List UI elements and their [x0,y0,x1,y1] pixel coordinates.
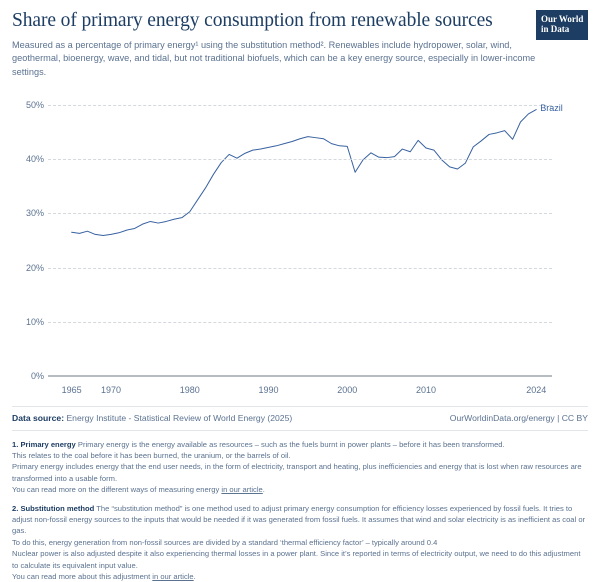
plot-area [25,95,563,395]
data-source-text: Energy Institute - Statistical Review of World Energy (2025) [66,412,293,423]
credit-text: OurWorldinData.org/energy | CC BY [449,412,588,423]
source-row [12,406,588,423]
gridline-50 [48,105,552,106]
footnote-1-link[interactable]: in our article [221,485,263,495]
gridline-20 [48,268,552,269]
gridline-0 [48,376,552,377]
footnote-1-title: 1. Primary energy [12,439,76,449]
footnote-2-title: 2. Substitution method [12,503,95,513]
footnote-1-line3: Primary energy includes energy that the end user needs, in the form of electricity, transport and heating, plus inefficiencies and energy that is lost when raw resources are transformed into a usable form. [12,462,582,483]
gridline-30 [48,213,552,214]
data-source [12,413,292,423]
y-axis-tick: 20% [25,262,44,273]
x-axis-tick: 1965 [61,384,82,395]
y-axis-tick: 40% [25,154,44,165]
y-axis-tick: 10% [25,316,44,327]
x-axis-tick: 2000 [337,384,358,395]
footnote-1 [12,439,588,496]
x-axis-tick: 1980 [179,384,200,395]
owid-logo[interactable] [536,10,588,40]
x-axis-tick: 1990 [258,384,279,395]
y-axis-tick: 50% [25,100,44,111]
x-axis-tick: 2024 [526,384,547,395]
chart-subtitle: Measured as a percentage of primary energy¹ using the substitution method². Renewables include hydropower, solar, wind, geothermal, bioenergy, wave, and tidal, but not traditional biofuels, which can be a key energy source, especially in lower-income settings. [12,40,536,77]
x-axis-tick: 2010 [415,384,437,395]
gridline-10 [48,322,552,323]
y-axis-tick: 0% [30,370,44,381]
x-axis-tick: 1970 [100,384,122,395]
data-source-label: Data source: [12,412,65,423]
gridline-40 [48,159,552,160]
footnote-2-line4-pre: You can read more about this adjustment [12,571,153,581]
page-title: Share of primary energy consumption from renewable sources [12,10,493,31]
footnote-2-line4-post: . [193,571,196,581]
footnote-1-line4-post: . [262,485,265,495]
series-label-brazil: Brazil [540,103,563,114]
footnote-2-line2: To do this, energy generation from non-fossil sources are divided by a standard ‘thermal efficiency factor’ – typically around 0.4 [12,537,438,547]
footnote-2-line3: Nuclear power is also adjusted despite it also experiencing thermal losses in a power plant. Since it’s reported in terms of electricity output, we need to do this adjustment to calculate its equivalent input value. [12,549,581,570]
footnotes [12,430,588,582]
footnote-1-line4-pre: You can read more on the different ways of measuring energy [12,485,222,495]
chart-header [12,10,588,79]
footnote-1-text: Primary energy is the energy available as resources – such as the fuels burnt in power plants – before it has been transformed. [77,439,505,449]
footnote-2-link[interactable]: in our article [152,571,194,581]
logo-line-2: in Data [541,24,570,35]
footnote-2-text: The “substitution method” is one method used to adjust primary energy consumption for efficiency losses experienced by fossil fuels. It tries to adjust non-fossil energy sources to the inputs that would be needed if it was generated from fossil fuels. It assumes that wind and solar electricity is as inefficient as coal or gas. [12,503,586,536]
chart-canvas[interactable] [12,87,588,402]
footnote-2 [12,503,588,582]
series-lines [48,95,552,376]
series-line [72,109,537,235]
logo-line-1: Our World [541,14,584,24]
footnote-1-line2: This relates to the coal before it has been burned, the uranium, or the barrels of oil. [12,451,291,460]
y-axis-tick: 30% [25,208,44,219]
